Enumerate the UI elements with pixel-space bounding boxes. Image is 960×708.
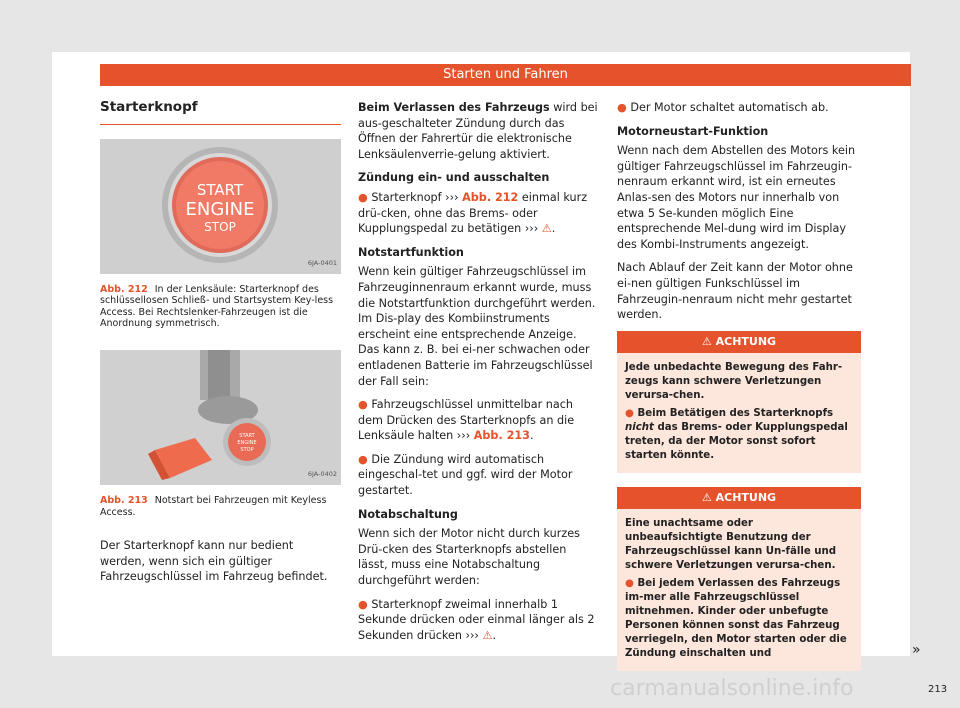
small-button-start: START bbox=[239, 432, 255, 439]
figure-caption bbox=[100, 284, 341, 330]
intro-paragraph: Der Starterknopf kann nur bedient werden, wenn sich ein gültiger Fahrzeugschlüssel im Fahrzeug befindet. bbox=[100, 539, 328, 584]
subheading-restart: Motorneustart-Funktion bbox=[617, 124, 769, 138]
bullet-text: Fahrzeugschlüssel unmittelbar nach dem Drücken des Starterknopfs an die Lenksäule halten ››› bbox=[358, 398, 575, 443]
caption-text: Notstart bei Fahrzeugen mit Keyless Access. bbox=[100, 494, 327, 518]
italic-text: nicht bbox=[625, 421, 654, 433]
warning-header bbox=[617, 331, 861, 353]
figure-ref: Abb. 213 bbox=[100, 494, 148, 506]
bullet-text: Beim Betätigen des Starterknopfs bbox=[637, 407, 834, 419]
figure-start-button bbox=[100, 139, 341, 274]
column-middle bbox=[358, 100, 598, 651]
bullet-dot-icon: ● bbox=[358, 452, 368, 466]
warning-box bbox=[617, 487, 861, 671]
paragraph-emergency-start: Wenn kein gültiger Fahrzeugschlüssel im Fahrzeuginnenraum erkannt wurde, muss die Notstartfunktion durchgeführt werden. Im Dis-play des Kombiinstruments erscheint eine entsprechende Anzeige. Das kann z. B. bei ei-ner schwachen oder entladenen Batterie im Fahrzeugschlüssel der Fall sein: bbox=[358, 265, 596, 388]
small-button-engine: ENGINE bbox=[237, 439, 257, 446]
warning-bullet bbox=[625, 577, 853, 661]
bullet-dot-icon: ● bbox=[617, 101, 627, 114]
bullet-dot-icon: ● bbox=[358, 190, 368, 204]
warning-triangle-icon: ⚠ bbox=[701, 490, 712, 504]
paragraph-restart: Wenn nach dem Abstellen des Motors kein gültiger Fahrzeugschlüssel im Fahrzeugin-nenraum erkannt wird, ist ein erneutes Anlas-sen des Motors nur innerhalb von etwa 5 Se-kunden möglich Eine entsprechende Mel-dung wird im Display des Kombi-Instruments angezeigt. bbox=[617, 144, 856, 251]
bullet-text: das Brems- oder Kupplungspedal treten, da der Motor sonst sofort starten könnte. bbox=[625, 421, 848, 461]
chapter-header: Starten und Fahren bbox=[100, 64, 911, 86]
bullet-dot-icon: ● bbox=[358, 597, 368, 611]
figure-code: 6JA-0401 bbox=[307, 259, 337, 267]
figure-code: 6JA-0402 bbox=[307, 470, 337, 479]
bullet-item bbox=[358, 452, 598, 499]
warning-header bbox=[617, 487, 861, 509]
paragraph-emergency-shutdown: Wenn sich der Motor nicht durch kurzes Drü-cken des Starterknopfs abstellen lässt, muss eine Notabschaltung durchgeführt werden: bbox=[358, 527, 580, 588]
warning-bullet bbox=[625, 407, 853, 463]
warning-body bbox=[617, 353, 861, 473]
warning-title: ACHTUNG bbox=[715, 334, 777, 348]
button-text-start: START bbox=[196, 180, 244, 199]
bullet-item: ● Starterknopf zweimal innerhalb 1 Sekunde drücken oder einmal länger als 2 Sekunden drücken ››› ⚠. bbox=[358, 597, 595, 642]
emergency-start-illustration bbox=[100, 350, 341, 485]
warning-triangle-icon: ⚠ bbox=[701, 334, 712, 348]
warning-text: Eine unachtsame oder unbeaufsichtigte Benutzung der Fahrzeugschlüssel kann Un-fälle und schwere Verletzungen verursa-chen. bbox=[625, 517, 837, 571]
warning-triangle-icon[interactable]: ⚠ bbox=[482, 628, 493, 642]
figure-caption bbox=[100, 495, 341, 518]
button-text-stop: STOP bbox=[204, 219, 236, 234]
paragraph-text: wird bei aus-geschalteter Zündung durch das Öffnen der Fahrertür die elektronische Lenksäulenverrie-gelung aktiviert. bbox=[358, 101, 598, 161]
small-button-stop: STOP bbox=[240, 446, 254, 453]
bullet-item: ● Starterknopf ››› Abb. 212 einmal kurz drü-cken, ohne das Brems- oder Kupplungspedal zu betätigen ››› ⚠. bbox=[358, 190, 588, 236]
paragraph-leaving-vehicle bbox=[358, 100, 598, 162]
warning-box bbox=[617, 331, 861, 473]
bullet-text: Starterknopf ››› bbox=[371, 190, 463, 204]
bullet-text: Der Motor schaltet automatisch ab. bbox=[630, 101, 829, 114]
button-text-engine: ENGINE bbox=[185, 198, 255, 220]
figure-emergency-start bbox=[100, 350, 341, 485]
start-button-illustration bbox=[100, 139, 341, 274]
subheading-emergency-start: Notstartfunktion bbox=[358, 245, 464, 259]
figure-link[interactable]: Abb. 213 bbox=[473, 429, 530, 443]
continue-arrow-icon: » bbox=[912, 642, 921, 658]
paragraph-timeout: Nach Ablauf der Zeit kann der Motor ohne ei-nen gültigen Funkschlüssel im Fahrzeugin-nenraum nicht mehr gestartet werden. bbox=[617, 261, 853, 322]
bullet-dot-icon: ● bbox=[625, 577, 634, 589]
watermark: carmanualsonline.info bbox=[610, 676, 854, 701]
bullet-text: Die Zündung wird automatisch eingeschal-tet und ggf. wird der Motor gestartet. bbox=[358, 452, 573, 498]
bullet-item: ● Fahrzeugschlüssel unmittelbar nach dem Drücken des Starterknopfs an die Lenksäule halten ››› Abb. 213. bbox=[358, 398, 575, 443]
page-number: 213 bbox=[928, 684, 948, 695]
figure-link[interactable]: Abb. 212 bbox=[462, 190, 519, 204]
bullet-item bbox=[617, 100, 861, 116]
subheading-emergency-shutdown: Notabschaltung bbox=[358, 507, 458, 521]
figure-ref: Abb. 212 bbox=[100, 283, 148, 295]
column-right bbox=[617, 100, 861, 685]
warning-body bbox=[617, 509, 861, 671]
bullet-text: einmal kurz drü-cken, ohne das Brems- oder Kupplungspedal zu betätigen ››› bbox=[358, 190, 588, 236]
warning-triangle-icon[interactable]: ⚠ bbox=[541, 222, 552, 236]
section-title: Starterknopf bbox=[100, 100, 341, 125]
bullet-dot-icon: ● bbox=[358, 398, 368, 412]
warning-text: Jede unbedachte Bewegung des Fahr-zeugs kann schwere Verletzungen verursa-chen. bbox=[625, 361, 843, 401]
column-left bbox=[100, 100, 341, 593]
bullet-text: Bei jedem Verlassen des Fahrzeugs im-mer alle Fahrzeugschlüssel mitnehmen. Kinder oder unbefugte Personen können sonst das Fahrzeug verriegeln, den Motor starten oder die Zündung einschalten und bbox=[625, 577, 847, 659]
bullet-text: Starterknopf zweimal innerhalb 1 Sekunde drücken oder einmal länger als 2 Sekunden drücken ››› bbox=[358, 597, 595, 642]
warning-title: ACHTUNG bbox=[715, 490, 777, 504]
bullet-dot-icon: ● bbox=[625, 407, 634, 419]
bold-lead: Beim Verlassen des Fahrzeugs bbox=[358, 101, 550, 114]
subheading-ignition: Zündung ein- und ausschalten bbox=[358, 171, 550, 185]
caption-text: In der Lenksäule: Starterknopf des schlüssellosen Schließ- und Startsystem Key-less Access. Bei Rechtslenker-Fahrzeugen ist die Anordnung symmetrisch. bbox=[100, 283, 334, 330]
